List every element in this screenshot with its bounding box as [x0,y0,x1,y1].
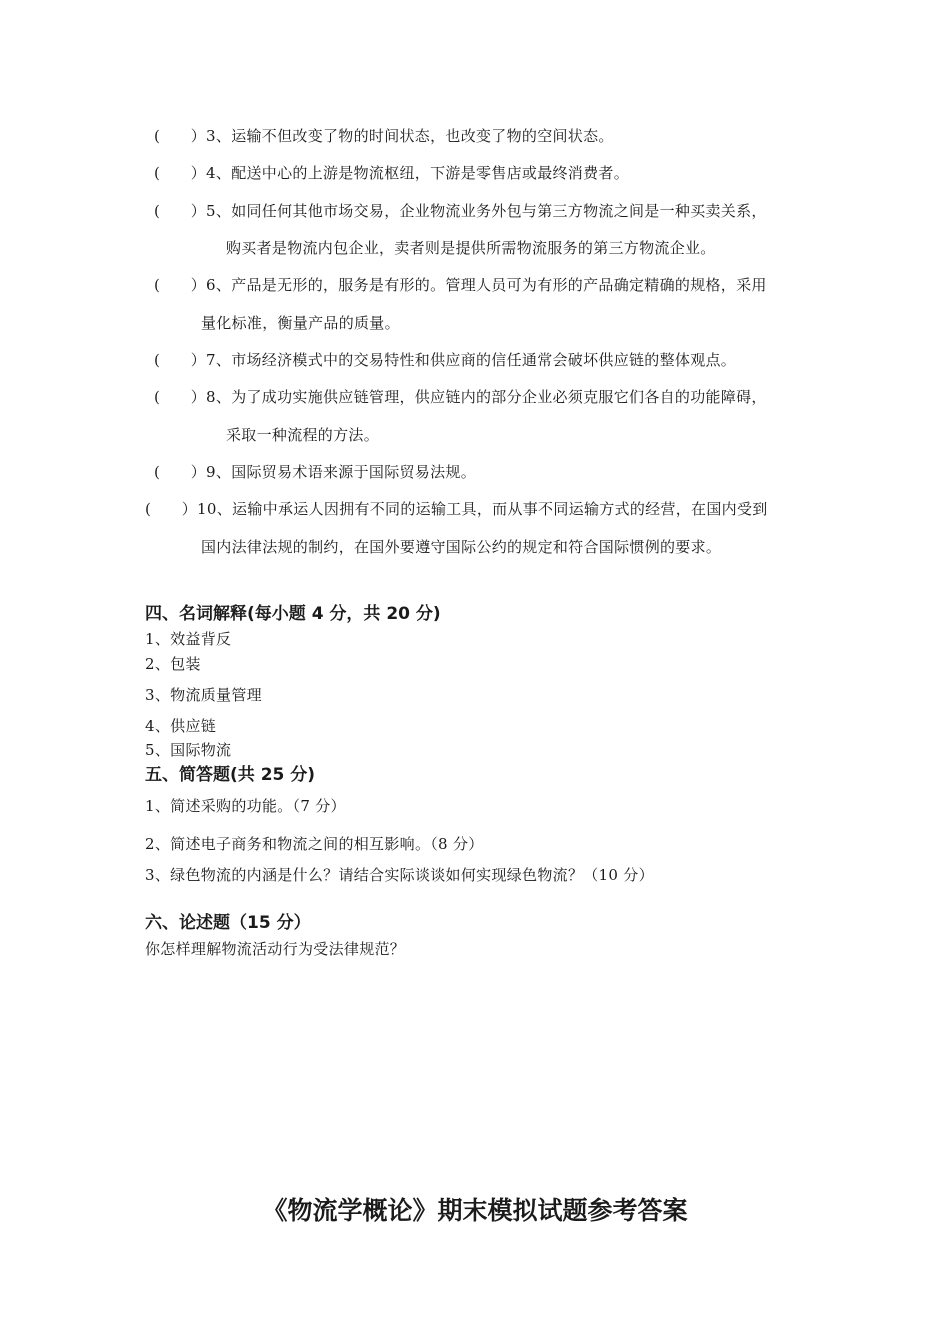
section-5-item: 2、简述电子商务和物流之间的相互影响。（8 分） [145,835,484,853]
judgement-item-8: ( ）8、为了成功实施供应链管理，供应链内的部分企业必须克服它们各自的功能障碍， [154,388,767,406]
section-5-item: 1、简述采购的功能。（7 分） [145,797,346,815]
judgement-item-5: ( ）5、如同任何其他市场交易，企业物流业务外包与第三方物流之间是一种买卖关系， [154,202,767,220]
answer-key-title: 《物流学概论》期末模拟试题参考答案 [262,1196,688,1225]
section-5-heading: 五、简答题(共 25 分) [145,765,316,785]
judgement-item-6: ( ）6、产品是无形的，服务是有形的。管理人员可为有形的产品确定精确的规格，采用 [154,276,767,294]
section-4-item: 4、供应链 [145,717,217,735]
judgement-item-4: ( ）4、配送中心的上游是物流枢纽，下游是零售店或最终消费者。 [154,164,629,182]
section-6-heading: 六、论述题（15 分） [145,913,311,933]
section-6-question: 你怎样理解物流活动行为受法律规范？ [145,940,406,958]
judgement-item-9: ( ）9、国际贸易术语来源于国际贸易法规。 [154,463,476,481]
judgement-item-10: ( ）10、运输中承运人因拥有不同的运输工具，而从事不同运输方式的经营，在国内受到 [145,500,768,518]
section-4-item: 1、效益背反 [145,630,232,648]
judgement-item-8-cont: 采取一种流程的方法。 [226,426,380,444]
section-4-item: 3、物流质量管理 [145,686,262,704]
section-4-heading: 四、名词解释(每小题 4 分，共 20 分) [145,604,441,624]
judgement-item-3: ( ）3、运输不但改变了物的时间状态，也改变了物的空间状态。 [154,127,614,145]
judgement-item-7: ( ）7、市场经济模式中的交易特性和供应商的信任通常会破坏供应链的整体观点。 [154,351,737,369]
section-4-item: 5、国际物流 [145,741,232,759]
section-4-item: 2、包装 [145,655,201,673]
judgement-item-10-cont: 国内法律法规的制约，在国外要遵守国际公约的规定和符合国际惯例的要求。 [201,538,722,556]
judgement-item-5-cont: 购买者是物流内包企业，卖者则是提供所需物流服务的第三方物流企业。 [226,239,716,257]
section-5-item: 3、绿色物流的内涵是什么？请结合实际谈谈如何实现绿色物流？（10 分） [145,866,654,884]
judgement-item-6-cont: 量化标准，衡量产品的质量。 [201,314,400,332]
